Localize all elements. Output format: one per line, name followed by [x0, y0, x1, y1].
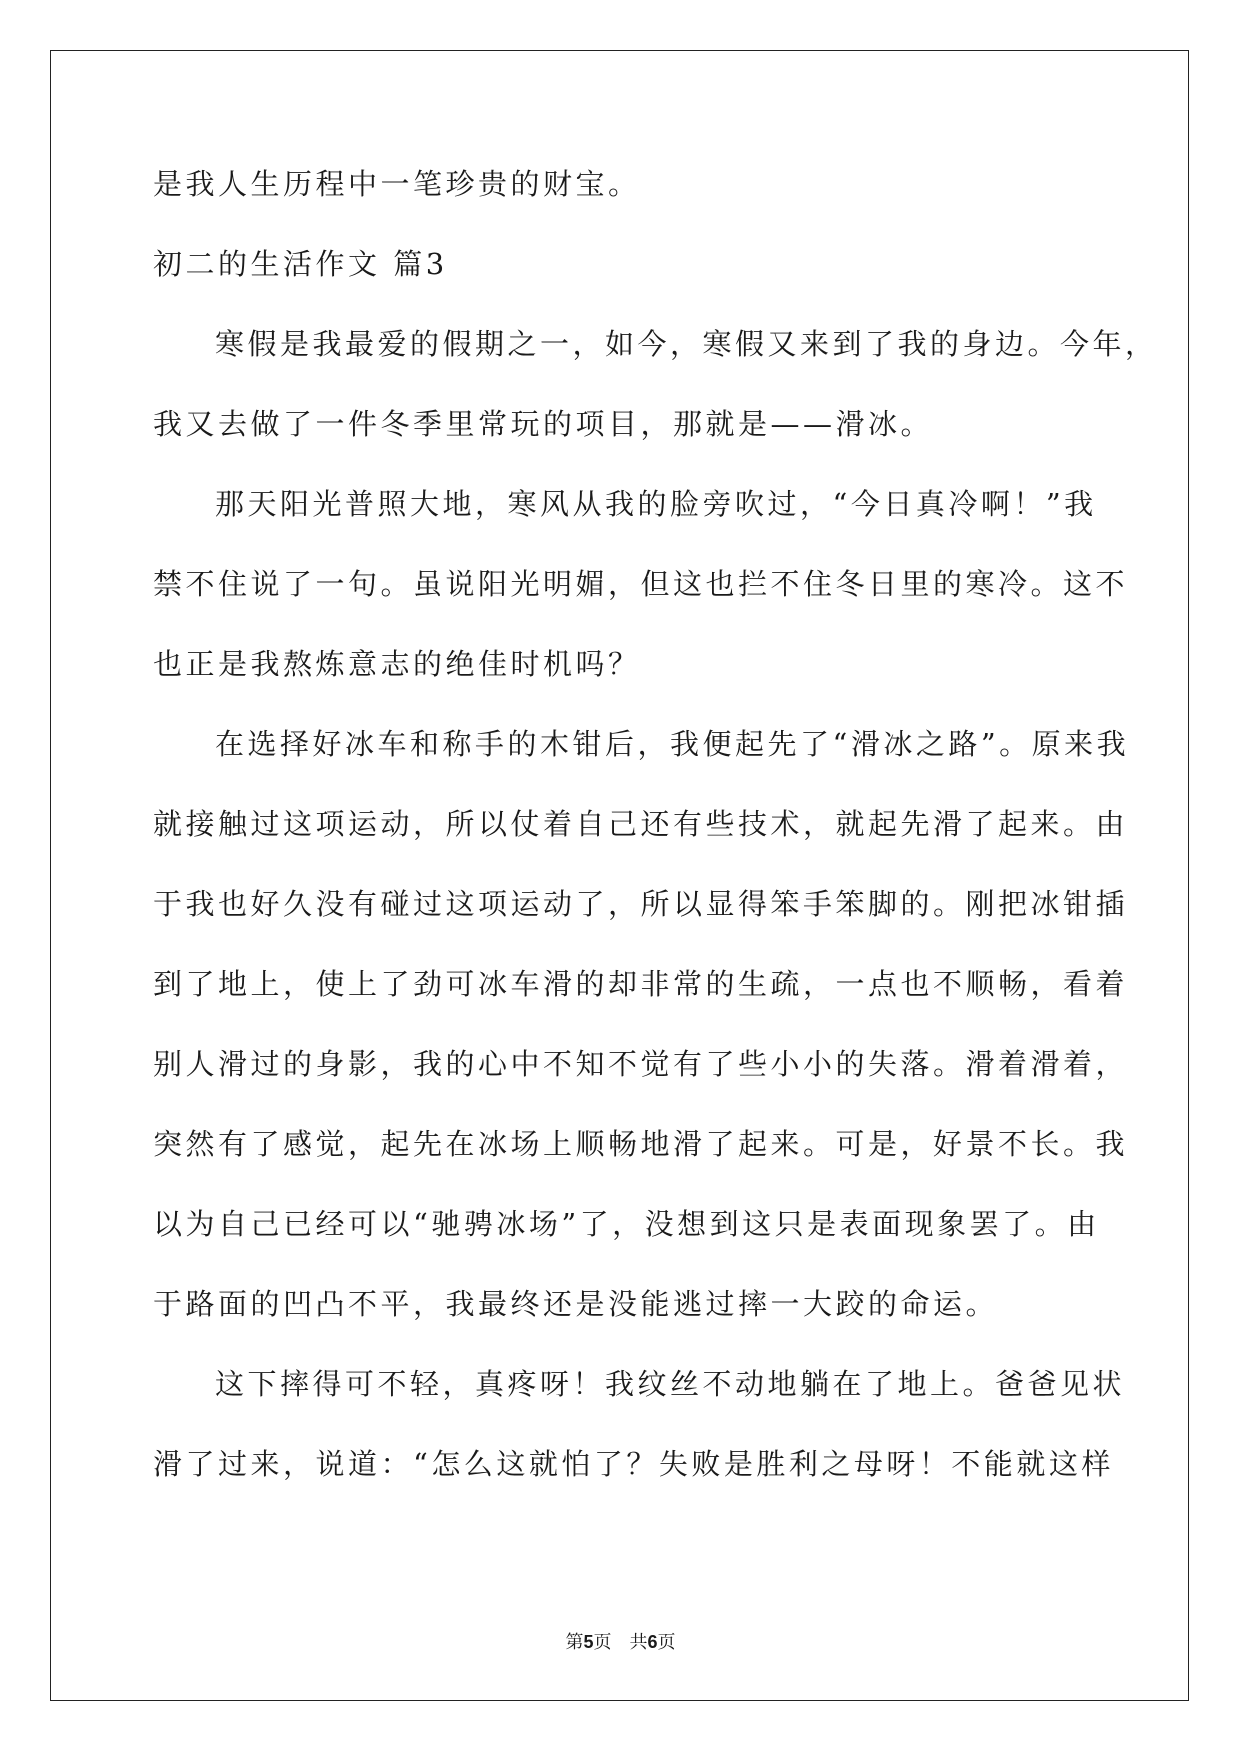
text-line: 以为自己已经可以“驰骋冰场”了，没想到这只是表面现象罢了。由 [153, 1207, 1100, 1241]
footer-middle: 页 共 [593, 1632, 648, 1652]
text-line: 于路面的凹凸不平，我最终还是没能逃过摔一大跤的命运。 [153, 1287, 999, 1321]
text-line: 禁不住说了一句。虽说阳光明媚，但这也拦不住冬日里的寒冷。这不 [153, 567, 1129, 601]
text-line: 我又去做了一件冬季里常玩的项目，那就是——滑冰。 [153, 407, 934, 441]
current-page-number: 5 [583, 1632, 594, 1652]
text-line: 寒假是我最爱的假期之一，如今，寒假又来到了我的身边。今年， [215, 327, 1158, 361]
text-line: 到了地上，使上了劲可冰车滑的却非常的生疏，一点也不顺畅，看着 [153, 967, 1129, 1001]
text-line: 突然有了感觉，起先在冰场上顺畅地滑了起来。可是，好景不长。我 [153, 1127, 1129, 1161]
text-line: 那天阳光普照大地，寒风从我的脸旁吹过，“今日真冷啊！”我 [215, 487, 1097, 521]
text-line: 别人滑过的身影，我的心中不知不觉有了些小小的失落。滑着滑着， [153, 1047, 1129, 1081]
document-body [153, 160, 1158, 1520]
text-line: 这下摔得可不轻，真疼呀！我纹丝不动地躺在了地上。爸爸见状 [215, 1367, 1126, 1401]
text-line: 滑了过来，说道：“怎么这就怕了？失败是胜利之母呀！不能就这样 [153, 1447, 1114, 1481]
text-line: 也正是我熬炼意志的绝佳时机吗？ [153, 647, 641, 681]
text-line: 于我也好久没有碰过这项运动了，所以显得笨手笨脚的。刚把冰钳插 [153, 887, 1129, 921]
text-line: 就接触过这项运动，所以仗着自己还有些技术，就起先滑了起来。由 [153, 807, 1129, 841]
text-line: 在选择好冰车和称手的木钳后，我便起先了“滑冰之路”。原来我 [215, 727, 1130, 761]
footer-suffix: 页 [657, 1632, 676, 1652]
total-page-number: 6 [647, 1632, 658, 1652]
text-line: 是我人生历程中一笔珍贵的财宝。 [153, 167, 641, 201]
page-footer [0, 1628, 1241, 1654]
section-heading: 初二的生活作文 篇3 [153, 247, 448, 281]
footer-prefix: 第 [565, 1632, 584, 1652]
